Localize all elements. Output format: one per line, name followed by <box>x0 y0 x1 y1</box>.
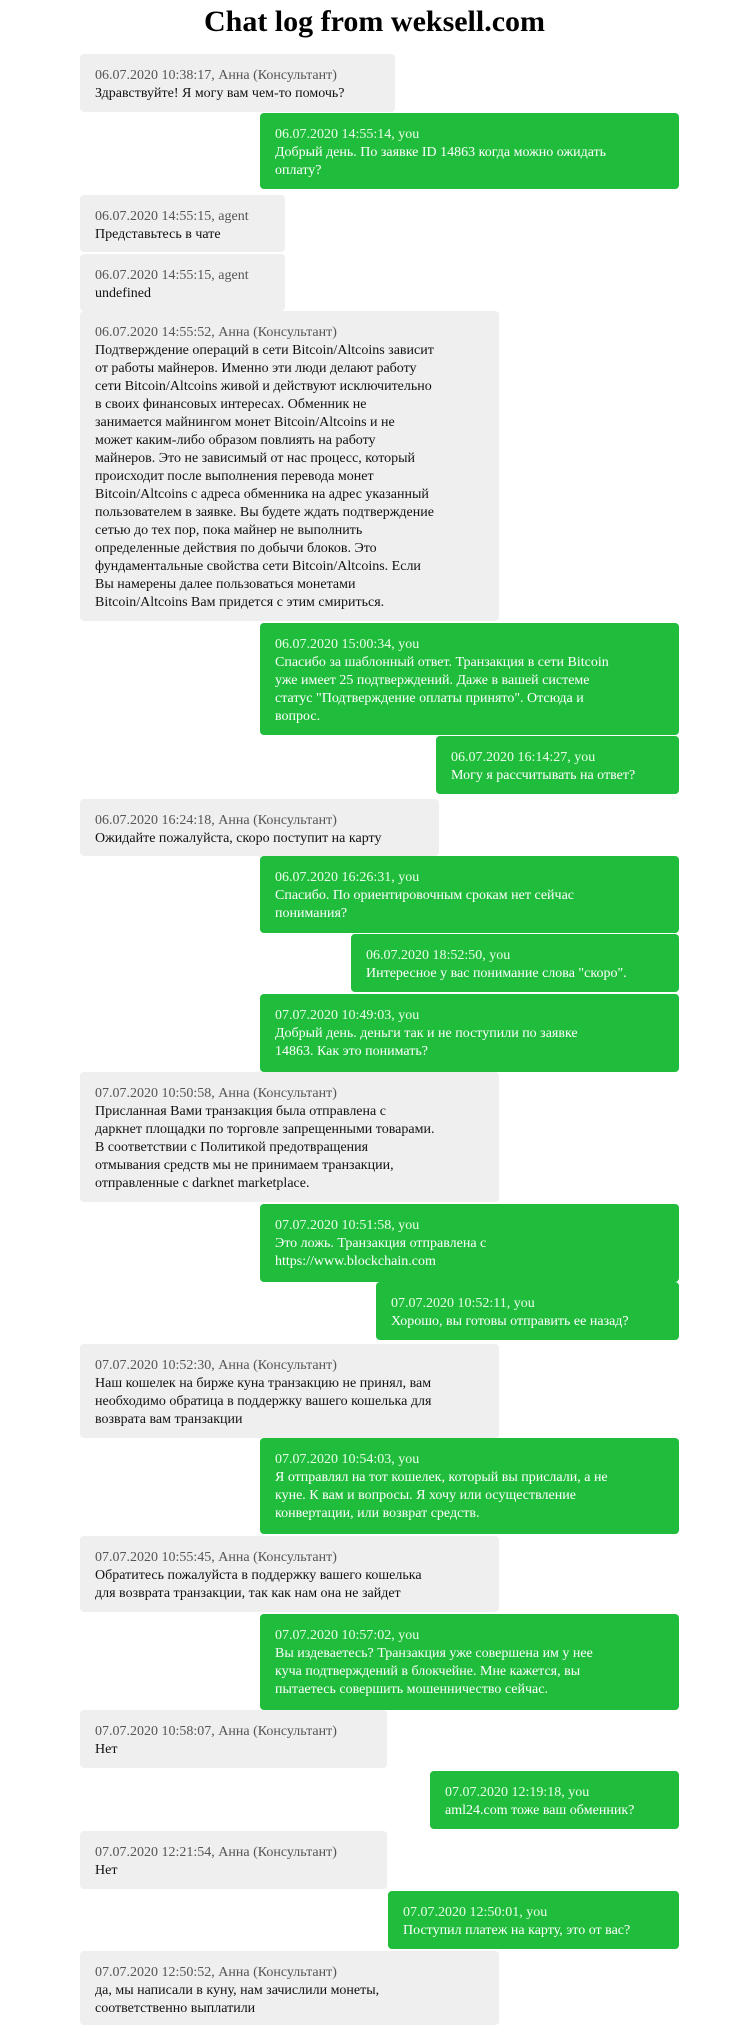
message-meta: 07.07.2020 10:50:58, Анна (Консультант) <box>95 1086 337 1101</box>
message-meta: 07.07.2020 12:50:52, Анна (Консультант) <box>95 1965 337 1980</box>
message-text: Здравствуйте! Я могу вам чем-то помочь? <box>95 86 345 101</box>
chat-message-agent <box>80 195 285 252</box>
page-title: Chat log from weksell.com <box>203 5 546 38</box>
chat-message-user <box>430 1771 679 1829</box>
chat-message-user <box>260 113 679 189</box>
chat-message-user <box>388 1891 679 1949</box>
chat-message-agent <box>80 1831 387 1889</box>
message-text: undefined <box>95 286 151 301</box>
message-meta: 06.07.2020 16:26:31, you <box>275 870 420 885</box>
chat-message-agent <box>80 1951 499 2025</box>
message-text: Наш кошелек на бирже куна транзакцию не принял, вам необходимо обратица в поддержку вашего кошелька для возврата вам транзакции <box>95 1376 432 1427</box>
message-text: Нет <box>95 1863 118 1878</box>
message-text: Я отправлял на тот кошелек, который вы прислали, а не куне. К вам и вопросы. Я хочу или осуществление конвертации, или возврат средств. <box>275 1470 608 1521</box>
message-text: да, мы написали в куну, нам зачислили монеты, соответственно выплатили <box>95 1983 380 2016</box>
message-text: Подтверждение операций в сети Bitcoin/Altcoins зависит от работы майнеров. Именно эти люди делают работу сети Bitcoin/Altcoins живой и действуют исключительно в своих финансовых интересах. Обменник не занимается майнингом монет Bitcoin/Altcoins и не может каким-либо образом повлиять на работу майнеров. Это не зависимый от нас процесс, который происходит после выполнения перевода монет Bitcoin/Altcoins с адреса обменника на адрес указанный пользователем в заявке. Вы будете ждать подтверждение сетью до тех пор, пока майнер не выполнить определенные действия по добычи блоков. Это фундаментальные свойства сети Bitcoin/Altcoins. Если Вы намерены далее пользоваться монетами Bitcoin/Altcoins Вам придется с этим смириться. <box>95 343 434 610</box>
message-meta: 07.07.2020 10:49:03, you <box>275 1008 420 1023</box>
chat-message-user <box>436 736 679 794</box>
message-meta: 07.07.2020 10:52:30, Анна (Консультант) <box>95 1358 337 1373</box>
message-text: Ожидайте пожалуйста, скоро поступит на карту <box>95 831 382 846</box>
chat-message-agent <box>80 799 439 856</box>
chat-message-user <box>260 1204 679 1282</box>
chat-message-user <box>260 1438 679 1534</box>
message-text: Спасибо за шаблонный ответ. Транзакция в сети Bitcoin уже имеет 25 подтверждений. Даже в вашей системе статус "Подтверждение оплаты принято". Отсюда и вопрос. <box>275 655 609 724</box>
message-text: Добрый день. По заявке ID 14863 когда можно ожидать оплату? <box>275 145 607 178</box>
message-text: Обратитесь пожалуйста в поддержку вашего кошелька для возврата транзакции, так как нам она не зайдет <box>95 1568 422 1601</box>
chat-message-agent <box>80 1710 387 1768</box>
chat-message-user <box>351 934 679 992</box>
chat-message-user <box>376 1282 679 1340</box>
message-meta: 07.07.2020 12:21:54, Анна (Консультант) <box>95 1845 337 1860</box>
message-text: Это ложь. Транзакция отправлена с https://www.blockchain.com <box>275 1236 487 1269</box>
message-meta: 06.07.2020 15:00:34, you <box>275 637 420 652</box>
message-text: Хорошо, вы готовы отправить ее назад? <box>391 1314 629 1329</box>
chat-message-agent <box>80 311 499 621</box>
message-meta: 07.07.2020 12:19:18, you <box>445 1785 590 1800</box>
message-meta: 06.07.2020 18:52:50, you <box>366 948 511 963</box>
message-meta: 06.07.2020 14:55:15, agent <box>95 209 249 224</box>
chat-message-agent <box>80 1072 499 1202</box>
message-meta: 07.07.2020 10:58:07, Анна (Консультант) <box>95 1724 337 1739</box>
chat-message-agent <box>80 1344 499 1438</box>
message-text: Вы издеваетесь? Транзакция уже совершена им у нее куча подтверждений в блокчейне. Мне кажется, вы пытаетесь совершить мошенничество сейчас. <box>275 1646 593 1697</box>
message-meta: 07.07.2020 10:55:45, Анна (Консультант) <box>95 1550 337 1565</box>
message-text: aml24.com тоже ваш обменник? <box>445 1803 635 1818</box>
message-text: Поступил платеж на карту, это от вас? <box>403 1923 631 1938</box>
message-meta: 06.07.2020 14:55:15, agent <box>95 268 249 283</box>
message-text: Спасибо. По ориентировочным срокам нет сейчас понимания? <box>275 888 575 921</box>
chat-message-agent <box>80 254 285 311</box>
chat-message-agent <box>80 1536 499 1612</box>
message-text: Присланная Вами транзакция была отправлена с даркнет площадки по торговле запрещенными товарами. В соответствии с Политикой предотвращения отмывания средств мы не принимаем транзакции, отправленные с darknet marketplace. <box>95 1104 435 1191</box>
chat-message-user <box>260 856 679 933</box>
message-meta: 07.07.2020 10:51:58, you <box>275 1218 420 1233</box>
chat-message-user <box>260 623 679 735</box>
message-text: Могу я рассчитывать на ответ? <box>451 768 636 783</box>
message-meta: 07.07.2020 10:54:03, you <box>275 1452 420 1467</box>
message-text: Добрый день. деньги так и не поступили по заявке 14863. Как это понимать? <box>275 1026 578 1059</box>
message-meta: 06.07.2020 14:55:14, you <box>275 127 420 142</box>
message-meta: 07.07.2020 12:50:01, you <box>403 1905 548 1920</box>
chat-message-user <box>260 994 679 1072</box>
message-text: Нет <box>95 1742 118 1757</box>
message-meta: 07.07.2020 10:52:11, you <box>391 1296 535 1311</box>
message-meta: 06.07.2020 16:24:18, Анна (Консультант) <box>95 813 337 828</box>
message-text: Представьтесь в чате <box>95 227 221 242</box>
message-meta: 06.07.2020 14:55:52, Анна (Консультант) <box>95 325 337 340</box>
message-meta: 06.07.2020 10:38:17, Анна (Консультант) <box>95 68 337 83</box>
message-text: Интересное у вас понимание слова "скоро". <box>366 966 627 981</box>
chat-message-user <box>260 1614 679 1710</box>
message-meta: 07.07.2020 10:57:02, you <box>275 1628 420 1643</box>
chat-message-agent <box>80 54 395 112</box>
message-meta: 06.07.2020 16:14:27, you <box>451 750 596 765</box>
